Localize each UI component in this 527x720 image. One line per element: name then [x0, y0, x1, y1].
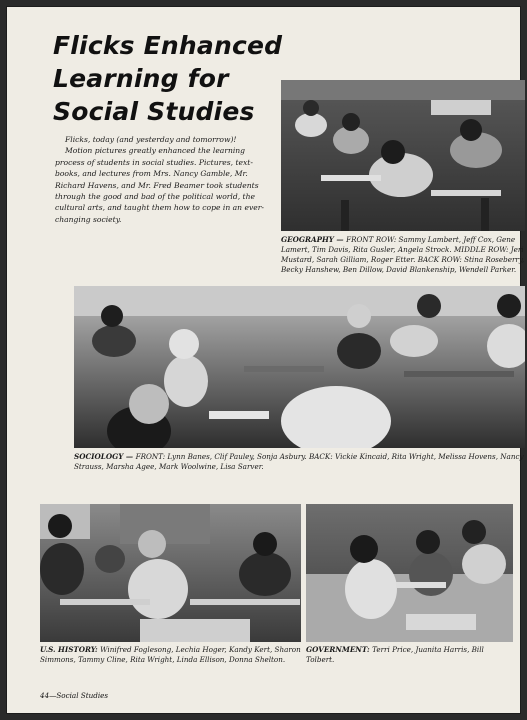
us-history-caption — [40, 645, 301, 665]
geography-caption — [281, 235, 525, 275]
geography-caption-label: GEOGRAPHY — — [281, 235, 347, 244]
intro-paragraph-2: Motion pictures greatly enhanced the learning process of students in social studies. Pictures, text-books, and lectures from Mrs. Nancy Gamble, Mr. Richard Havens, and Mr. Fred Beamer took students through the good and bad of the political world, the cultural arts, and taught them how to cope in an ever-changing society. — [55, 146, 264, 224]
title-line-2: Learning for — [53, 64, 229, 93]
page-title — [53, 29, 283, 128]
intro-text — [55, 134, 271, 225]
us-history-caption-text: Winifred Foglesong, Lechia Hoger, Kandy Kert, Sharon Simmons, Tammy Cline, Rita Wright, Linda Ellison, Donna Shelton. — [40, 645, 301, 664]
geography-caption-text: FRONT ROW: Sammy Lambert, Jeff Cox, Gene Lamert, Tim Davis, Rita Gusler, Angela Strock. MIDDLE ROW: Jeri Mustard, Sarah Gilliam, Roger Etter. BACK ROW: Stina Roseberry, Becky Hanshew, Ben Dillow, David Blankenship, Wendell Parker. — [281, 235, 525, 274]
government-caption-text: Terri Price, Juanita Harris, Bill Tolbert. — [306, 645, 484, 664]
us-history-caption-label: U.S. HISTORY: — [40, 645, 101, 654]
intro-paragraph-1: Flicks, today (and yesterday and tomorrow)! — [65, 135, 237, 144]
yearbook-page — [6, 6, 525, 714]
sociology-caption-label: SOCIOLOGY — — [74, 452, 136, 461]
us-history-photo — [40, 504, 301, 642]
title-line-3: Social Studies — [53, 97, 255, 126]
page-folio: 44—Social Studies — [40, 691, 109, 700]
government-photo — [306, 504, 513, 642]
government-caption-label: GOVERNMENT: — [306, 645, 373, 654]
geography-photo — [281, 80, 525, 231]
sociology-caption — [74, 452, 525, 472]
title-line-1: Flicks Enhanced — [53, 31, 283, 60]
sociology-photo — [74, 286, 525, 448]
government-caption — [306, 645, 513, 665]
sociology-caption-text: FRONT: Lynn Banes, Clif Pauley, Sonja Asbury. BACK: Vickie Kincaid, Rita Wright, Melissa Hovens, Nancy Strauss, Marsha Agee, Mark Woolwine, Lisa Sarver. — [74, 452, 524, 471]
